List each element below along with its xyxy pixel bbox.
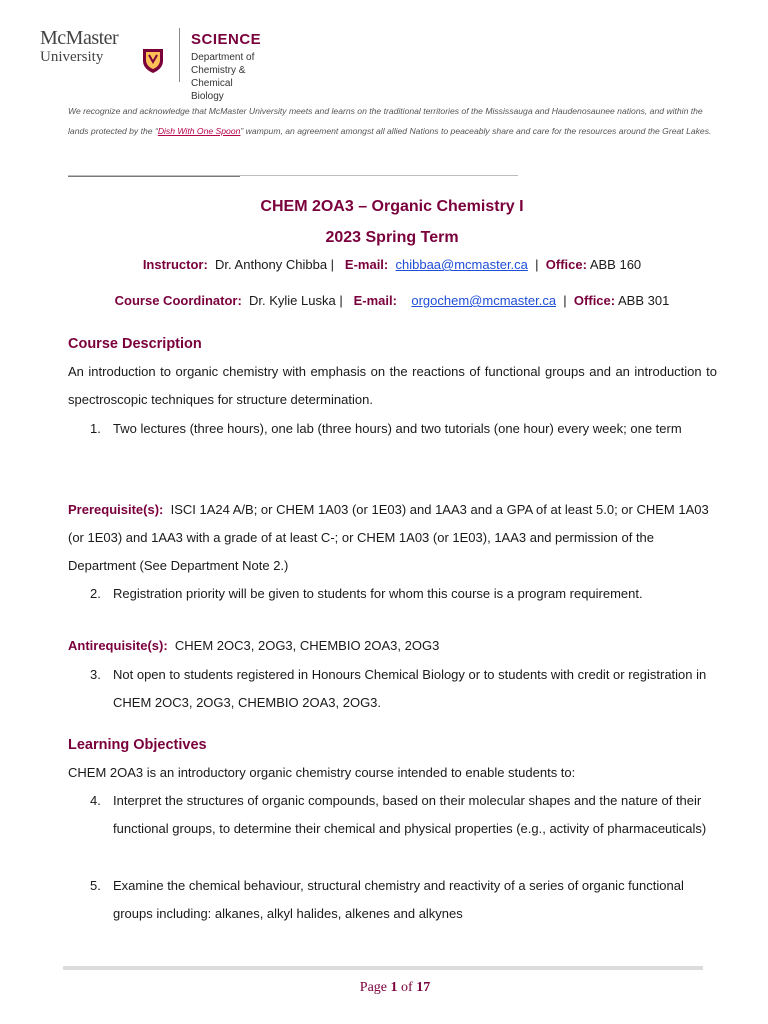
footer-rule — [63, 966, 703, 970]
of-word: of — [401, 980, 413, 995]
course-description-heading: Course Description — [68, 336, 202, 352]
course-description-text: An introduction to organic chemistry with emphasis on the reactions of functional groups and an introduction to spectroscopic techniques for structure determination. — [68, 364, 717, 407]
course-title: CHEM 2OA3 – Organic Chemistry I — [260, 198, 524, 215]
list-text: Examine the chemical behaviour, structural chemistry and reactivity of a series of organic functional groups including: alkanes, alkyl halides, alkenes and alkynes — [113, 878, 684, 921]
page-total: 17 — [416, 980, 431, 995]
coordinator-name: Dr. Kylie Luska | — [249, 293, 343, 308]
crest-icon — [142, 48, 164, 74]
logo-line-2: University — [40, 49, 104, 65]
coordinator-office: ABB 301 — [618, 293, 670, 308]
faculty-block — [191, 31, 261, 103]
list-number: 4. — [90, 793, 101, 808]
department-line-1: Department of Chemistry & — [191, 52, 255, 76]
list-item — [90, 580, 715, 608]
list-item — [90, 415, 715, 443]
logo-divider — [179, 28, 180, 82]
instructor-label: Instructor: — [142, 257, 208, 272]
learning-objectives-heading: Learning Objectives — [68, 737, 207, 753]
list-text: Interpret the structures of organic compounds, based on their molecular shapes and the nature of their functional groups, to determine their chemical and physical properties (e.g., activity of pharmaceuticals) — [113, 793, 707, 836]
instructor-name: Dr. Anthony Chibba | — [215, 257, 335, 272]
coordinator-office-label: Office: — [573, 293, 616, 308]
instructor-line — [0, 257, 768, 272]
antirequisites-label: Antirequisite(s): — [68, 638, 168, 653]
list-text: Registration priority will be given to students for whom this course is a program requirement. — [113, 586, 643, 601]
list-text: Not open to students registered in Honours Chemical Biology or to students with credit or registration in CHEM 2OC3, 2OG3, CHEMBIO 2OA3, 2OG3. — [113, 667, 707, 710]
page-word: Page — [359, 980, 388, 995]
instructor-separator: | — [535, 257, 539, 272]
list-number: 5. — [90, 878, 101, 893]
coordinator-email-label: E-mail: — [353, 293, 397, 308]
header-rule-accent — [68, 176, 240, 177]
antirequisites-block — [68, 632, 717, 660]
faculty-name: SCIENCE — [191, 31, 262, 48]
list-number: 1. — [90, 421, 101, 436]
prerequisites-label: Prerequisite(s): — [68, 502, 164, 517]
instructor-email-link[interactable]: chibbaa@mcmaster.ca — [395, 257, 528, 272]
prerequisites-block — [68, 496, 718, 580]
coordinator-label: Course Coordinator: — [114, 293, 242, 308]
learning-objectives-intro: CHEM 2OA3 is an introductory organic chemistry course intended to enable students to: — [68, 765, 576, 780]
land-acknowledgement — [68, 102, 718, 141]
ack-part-1: We recognize and acknowledge that McMaster University meets and learns on the traditional territories of the Mississauga and Haudenosaunee nations, and within the lands protected by the “ — [68, 106, 703, 136]
course-term: 2023 Spring Term — [325, 229, 459, 246]
mcmaster-logo — [40, 27, 262, 102]
list-number: 3. — [90, 667, 101, 682]
coordinator-email-link[interactable]: orgochem@mcmaster.ca — [411, 293, 557, 308]
list-text: Two lectures (three hours), one lab (three hours) and two tutorials (one hour) every week; one term — [113, 421, 682, 436]
university-wordmark — [40, 28, 118, 65]
logo-line-1: McMaster — [40, 27, 119, 49]
instructor-email-label: E-mail: — [344, 257, 389, 272]
dish-with-one-spoon-link[interactable]: Dish With One Spoon — [157, 125, 241, 136]
list-number: 2. — [90, 586, 101, 601]
prerequisites-text: ISCI 1A24 A/B; or CHEM 1A03 (or 1E03) and 1AA3 and a GPA of at least 5.0; or CHEM 1A03 (or 1E03) and 1AA3 with a grade of at least C-; or CHEM 1A03 (or 1E03), 1AA3 and permission of the Department (See Department Note 2.) — [68, 502, 709, 573]
antirequisites-text: CHEM 2OC3, 2OG3, CHEMBIO 2OA3, 2OG3 — [174, 638, 440, 653]
list-item — [90, 661, 715, 717]
list-item — [90, 787, 715, 843]
page-footer — [0, 980, 768, 996]
page-number: 1 — [390, 980, 398, 995]
list-item — [90, 872, 715, 928]
instructor-office-label: Office: — [545, 257, 587, 272]
coordinator-line — [0, 293, 768, 308]
instructor-office: ABB 160 — [589, 257, 642, 272]
department-line-2: Chemical Biology — [191, 78, 233, 102]
coordinator-separator: | — [563, 293, 567, 308]
ack-part-2: ” wampum, an agreement amongst all allied Nations to peaceably share and care for the resources around the Great Lakes. — [240, 125, 712, 136]
